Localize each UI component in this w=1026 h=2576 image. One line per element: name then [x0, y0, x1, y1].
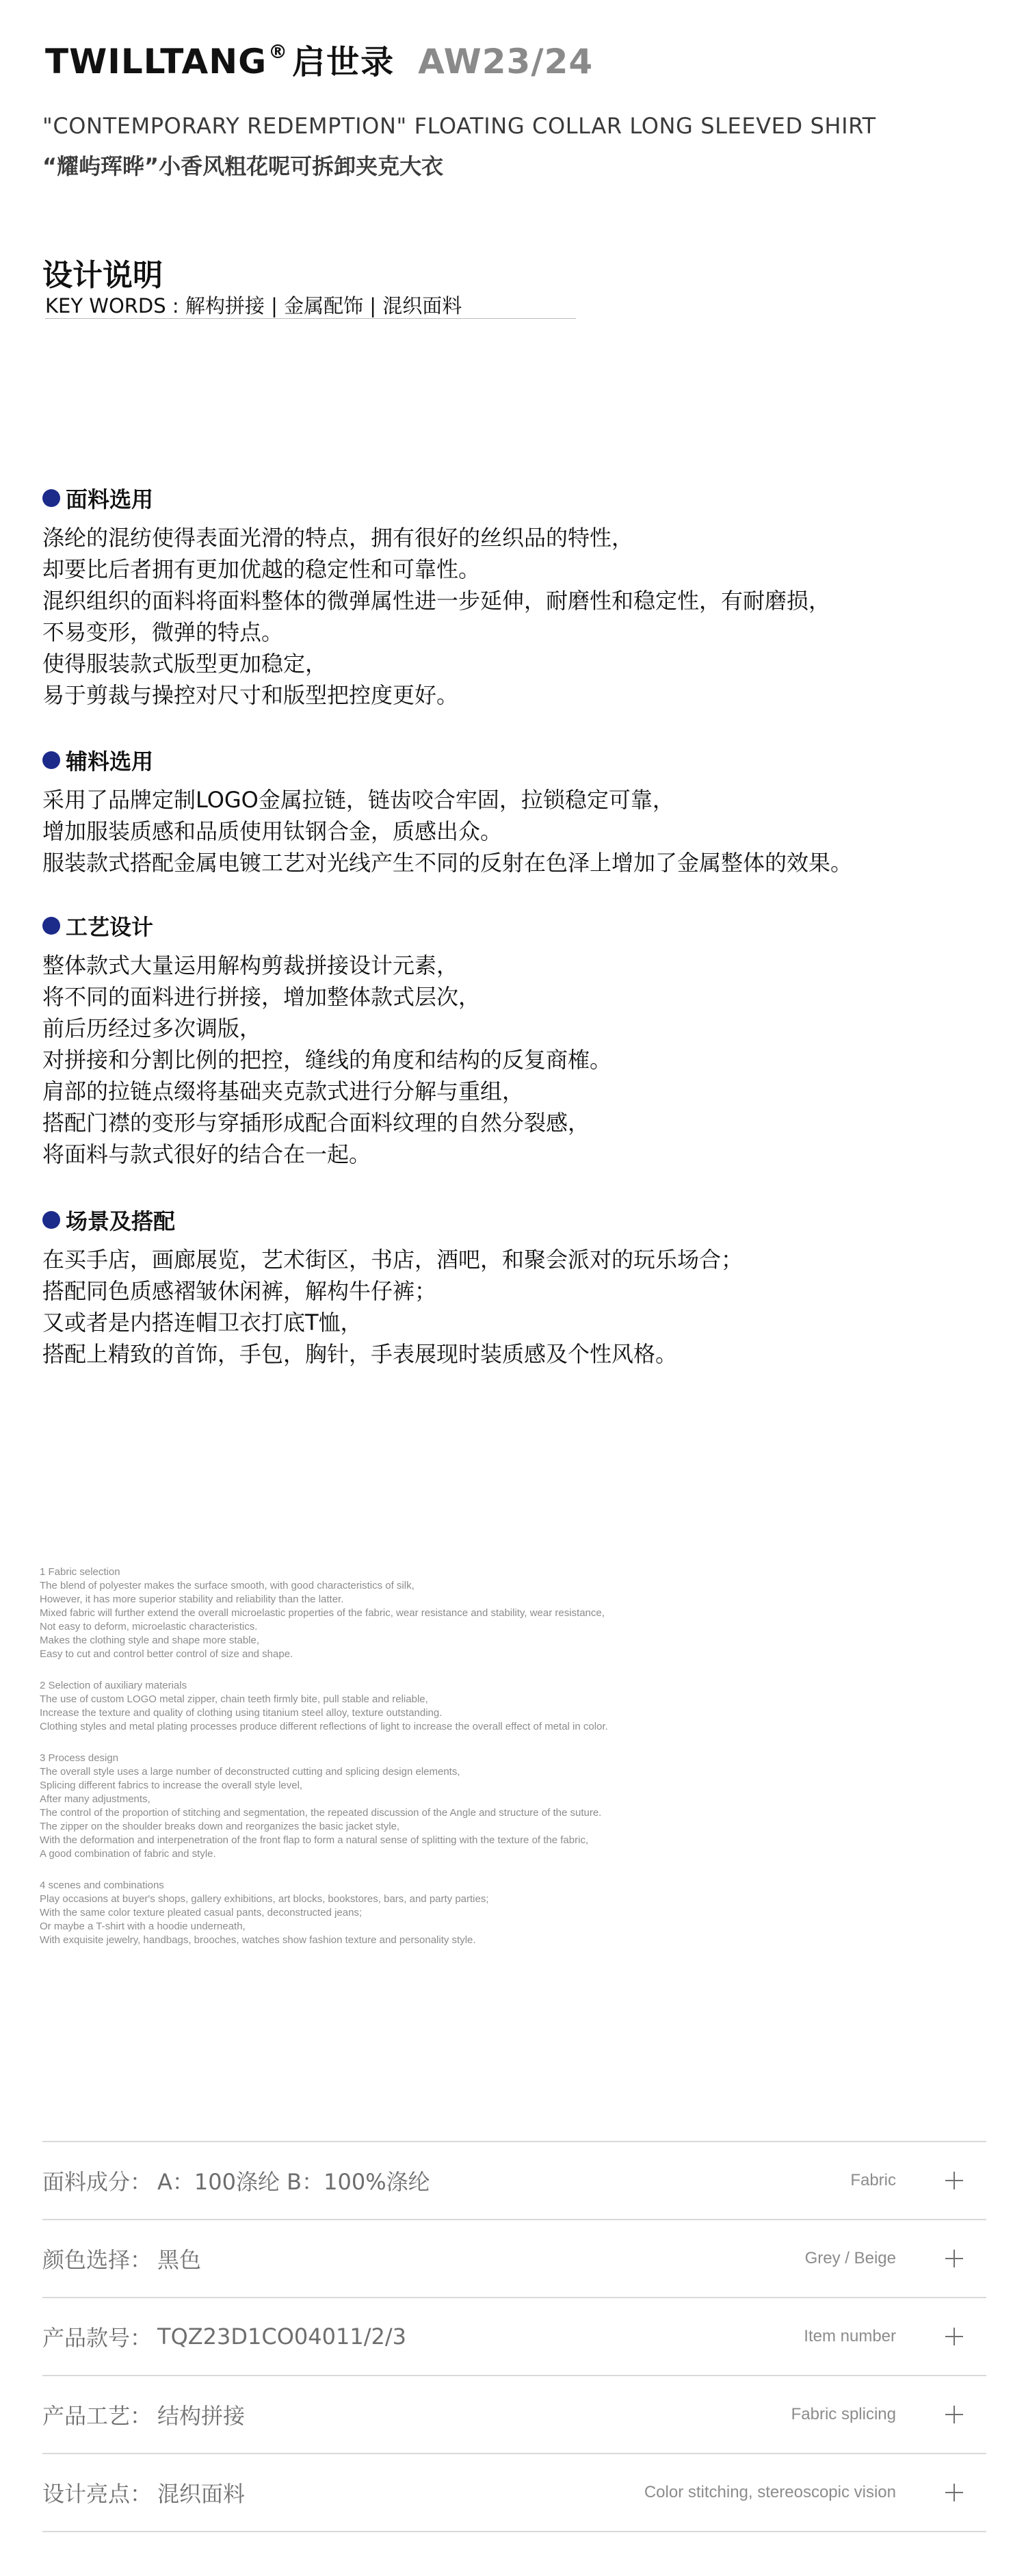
spec-value: 混织面料	[157, 2481, 246, 2507]
season-label: AW23/24	[418, 42, 594, 81]
plus-icon[interactable]	[945, 2250, 963, 2267]
english-line: Mixed fabric will further extend the overall microelastic properties of the fabric, wear resistance and stability, wear resistance,	[40, 1607, 605, 1619]
spec-row-fabric[interactable]	[42, 2142, 986, 2219]
section-heading	[42, 910, 611, 941]
section-heading	[42, 482, 830, 514]
section-text-line: 采用了品牌定制LOGO金属拉链，链齿咬合牢固，拉锁稳定可靠，	[42, 787, 674, 813]
spec-en-label: Fabric	[850, 2171, 896, 2189]
english-line: Clothing styles and metal plating processes produce different reflections of light to increase the overall effect of metal in color.	[40, 1721, 608, 1732]
spec-row-item-number[interactable]	[42, 2298, 986, 2375]
brand-logo	[45, 40, 288, 81]
section-text-line: 混织组织的面料将面料整体的微弹属性进一步延伸，耐磨性和稳定性，有耐磨损，	[42, 588, 831, 614]
spec-label: 颜色选择：	[42, 2247, 153, 2273]
section-text-line: 将不同的面料进行拼接，增加整体款式层次，	[42, 984, 481, 1010]
spec-en-label: Grey / Beige	[804, 2249, 896, 2267]
plus-icon[interactable]	[945, 2328, 963, 2345]
section-text-line: 服装款式搭配金属电镀工艺对光线产生不同的反射在色泽上增加了金属整体的效果。	[42, 850, 853, 876]
section-text-line: 却要比后者拥有更加优越的稳定性和可靠性。	[42, 556, 481, 582]
section-text-line: 在买手店，画廊展览，艺术街区，书店，酒吧，和聚会派对的玩乐场合；	[42, 1247, 744, 1273]
spec-en-label: Fabric splicing	[791, 2405, 896, 2423]
english-line: 1 Fabric selection	[40, 1566, 120, 1578]
section-scenes	[42, 1204, 743, 1370]
plus-icon[interactable]	[945, 2484, 963, 2501]
keywords-underline	[45, 318, 576, 319]
spec-en-label: Color stitching, stereoscopic vision	[644, 2483, 896, 2501]
spec-value: TQZ23D1CO04011/2/3	[157, 2324, 406, 2350]
english-line: Makes the clothing style and shape more stable,	[40, 1635, 260, 1646]
bullet-dot-icon	[42, 751, 60, 769]
spec-label: 设计亮点：	[42, 2481, 153, 2507]
section-text-line: 整体款式大量运用解构剪裁拼接设计元素，	[42, 952, 459, 978]
section-text-line: 搭配上精致的首饰，手包，胸针，手表展现时装质感及个性风格。	[42, 1341, 678, 1367]
spec-row-craft[interactable]	[42, 2376, 986, 2453]
english-line: Easy to cut and control better control of size and shape.	[40, 1648, 293, 1660]
english-line: 4 scenes and combinations	[40, 1879, 164, 1891]
product-title-cn: “耀屿珲晔”小香风粗花呢可拆卸夹克大衣	[42, 153, 444, 179]
section-text-line: 肩部的拉链点缀将基础夹克款式进行分解与重组，	[42, 1078, 525, 1104]
section-accessories	[42, 744, 852, 879]
english-group-fabric	[40, 1565, 860, 1661]
section-text-line: 涤纶的混纺使得表面光滑的特点，拥有很好的丝织品的特性，	[42, 525, 634, 551]
design-title: 设计说明	[42, 258, 163, 293]
keywords-line: KEY WORDS : 解构拼接 | 金属配饰 | 混织面料	[45, 294, 462, 317]
spec-row-highlight[interactable]	[42, 2454, 986, 2531]
english-line: 3 Process design	[40, 1752, 119, 1764]
english-line: Splicing different fabrics to increase the overall style level,	[40, 1780, 303, 1791]
section-title: 工艺设计	[66, 914, 154, 940]
english-line: A good combination of fabric and style.	[40, 1848, 216, 1860]
english-line: After many adjustments,	[40, 1793, 150, 1805]
bullet-dot-icon	[42, 917, 60, 935]
plus-icon[interactable]	[945, 2172, 963, 2189]
english-line: The zipper on the shoulder breaks down and reorganizes the basic jacket style,	[40, 1821, 400, 1832]
english-group-scenes	[40, 1879, 860, 1947]
english-group-process	[40, 1752, 860, 1861]
english-line: With the same color texture pleated casual pants, deconstructed jeans;	[40, 1907, 363, 1918]
brand-header	[45, 36, 593, 90]
brand-name-cn: 启世录	[292, 43, 395, 81]
spec-label: 产品款号：	[42, 2325, 153, 2351]
registered-mark: ®	[268, 40, 289, 63]
product-title-en: "CONTEMPORARY REDEMPTION" FLOATING COLLAR LONG SLEEVED SHIRT	[42, 113, 876, 139]
brand-name-en: TWILLTANG	[45, 42, 267, 81]
plus-icon[interactable]	[945, 2406, 963, 2423]
english-line: The control of the proportion of stitching and segmentation, the repeated discussion of the Angle and structure of the suture.	[40, 1807, 602, 1819]
spec-value: 结构拼接	[157, 2403, 246, 2429]
spec-divider	[42, 2531, 986, 2532]
section-fabric	[42, 482, 830, 711]
section-text-line: 搭配同色质感褶皱休闲裤，解构牛仔裤；	[42, 1278, 437, 1304]
english-line: 2 Selection of auxiliary materials	[40, 1680, 187, 1691]
section-text-line: 不易变形，微弹的特点。	[42, 619, 284, 645]
english-line: With the deformation and interpenetration of the front flap to form a natural sense of splitting with the texture of the fabric,	[40, 1834, 589, 1846]
spec-label: 产品工艺：	[42, 2403, 153, 2429]
section-text-line: 对拼接和分割比例的把控，缝线的角度和结构的反复商榷。	[42, 1047, 612, 1073]
spec-label: 面料成分：	[42, 2169, 153, 2195]
english-group-accessories	[40, 1679, 860, 1734]
spec-value: A：100涤纶 B：100%涤纶	[157, 2169, 430, 2195]
section-heading	[42, 1204, 743, 1236]
section-heading	[42, 744, 852, 776]
bullet-dot-icon	[42, 489, 60, 507]
english-line: The use of custom LOGO metal zipper, chain teeth firmly bite, pull stable and reliable,	[40, 1693, 428, 1705]
section-text-line: 又或者是内搭连帽卫衣打底T恤，	[42, 1310, 363, 1336]
english-line: Play occasions at buyer's shops, gallery exhibitions, art blocks, bookstores, bars, and party parties;	[40, 1893, 489, 1905]
english-line: However, it has more superior stability and reliability than the latter.	[40, 1593, 344, 1605]
section-title: 辅料选用	[66, 749, 154, 775]
english-line: Not easy to deform, microelastic characteristics.	[40, 1621, 258, 1632]
section-craft	[42, 910, 611, 1170]
bullet-dot-icon	[42, 1211, 60, 1229]
english-line: Or maybe a T-shirt with a hoodie underneath,	[40, 1921, 246, 1932]
spec-value: 黑色	[157, 2247, 202, 2273]
english-description	[40, 1565, 860, 1965]
spec-en-label: Item number	[804, 2327, 896, 2345]
section-title: 场景及搭配	[66, 1208, 176, 1234]
section-text-line: 使得服装款式版型更加稳定，	[42, 651, 328, 677]
english-line: The overall style uses a large number of deconstructed cutting and splicing design elements,	[40, 1766, 460, 1778]
section-text-line: 搭配门襟的变形与穿插形成配合面料纹理的自然分裂感，	[42, 1110, 590, 1136]
spec-row-color[interactable]	[42, 2220, 986, 2297]
english-line: With exquisite jewelry, handbags, brooches, watches show fashion texture and personality style.	[40, 1934, 476, 1946]
section-title: 面料选用	[66, 486, 154, 512]
english-line: The blend of polyester makes the surface smooth, with good characteristics of silk,	[40, 1580, 415, 1591]
section-text-line: 增加服装质感和品质使用钛钢合金，质感出众。	[42, 818, 503, 844]
english-line: Increase the texture and quality of clothing using titanium steel alloy, texture outstanding.	[40, 1707, 443, 1719]
section-text-line: 前后历经过多次调版，	[42, 1015, 262, 1041]
section-text-line: 将面料与款式很好的结合在一起。	[42, 1141, 371, 1167]
section-text-line: 易于剪裁与操控对尺寸和版型把控度更好。	[42, 682, 459, 708]
